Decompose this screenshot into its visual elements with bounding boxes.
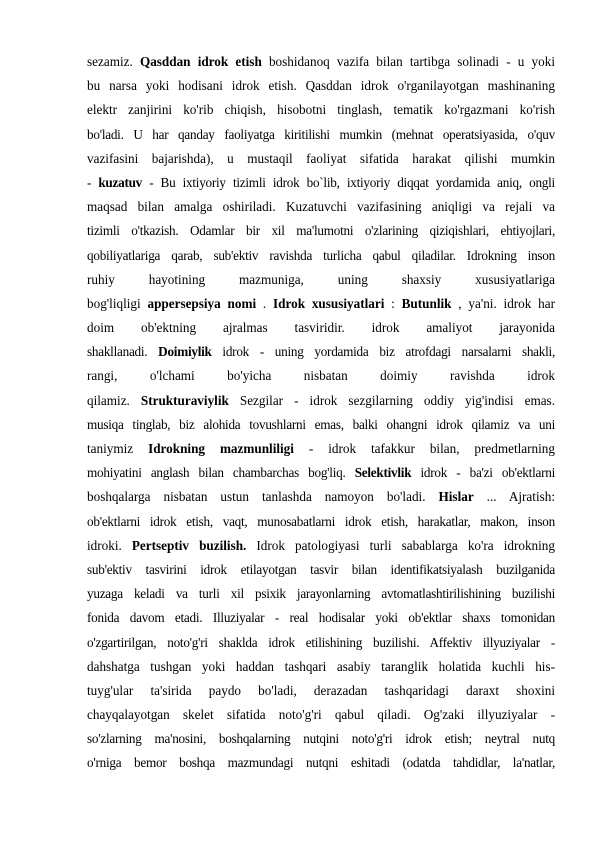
text-line: taniymiz Idrokning mazmunliligi - idrok tafakkur bilan, predmetlarning <box>87 441 555 456</box>
text-line: sub'ektiv tasvirini idrok etilayotgan tasvir bilan identifikatsiyalash buzilganida <box>87 561 555 577</box>
term-appersepsiya-nomi: appersepsiya nomi <box>147 295 257 311</box>
text-line: fonida davom etadi. Illuziyalar - real hodisalar yoki ob'ektlar shaxs tomonidan <box>87 610 555 626</box>
text-line: bog'liqligi appersepsiya nomi . Idrok xususiyatlari : Butunlik , ya'ni. idrok har <box>87 295 555 311</box>
term-doimiylik: Doimiylik <box>158 344 212 360</box>
document-page <box>87 50 555 776</box>
term-strukturaviylik: Strukturaviylik <box>140 392 229 408</box>
term-butunlik: Butunlik <box>401 295 452 311</box>
text-line: tizimli o'tkazish. Odamlar bir xil ma'lumotni o'zlarining qiziqishlari, ehtiyojlari, <box>87 223 555 239</box>
term-qasddan-idrok-etish: Qasddan idrok etish <box>139 54 262 69</box>
text-line: o'zgartirilgan, noto'g'ri shaklda idrok etilishining buzilishi. Affektiv illyuziyalar - <box>87 634 555 650</box>
term-idrok-xususiyatlari: Idrok xususiyatlari <box>273 295 385 311</box>
text-line: sezamiz. Qasddan idrok etish boshidanoq vazifa bilan tartibga solinadi - u yoki <box>87 54 555 69</box>
text-line: vazifasini bajarishda), u mustaqil faoliyat sifatida harakat qilishi mumkin <box>87 150 555 166</box>
term-hislar: Hislar <box>438 489 474 505</box>
term-selektivlik: Selektivlik <box>354 465 412 481</box>
text-line: so'zlarning ma'nosini, boshqalarning nutqini noto'g'ri idrok etish; neytral nutq <box>87 731 555 747</box>
text-line: ob'ektlarni idrok etish, vaqt, munosabatlarni idrok etish, harakatlar, makon, inson <box>87 513 555 529</box>
text-line: dahshatga tushgan yoki haddan tashqari asabiy taranglik holatida kuchli his- <box>87 658 555 674</box>
text-line: bo'ladi. U har qanday faoliyatga kiritilishi mumkin (mehnat operatsiyasida, o'quv <box>87 126 555 142</box>
text-line: bu narsa yoki hodisani idrok etish. Qasddan idrok o'rganilayotgan mashinaning <box>87 78 555 94</box>
text-line: o'rniga bemor boshqa mazmundagi nutqni eshitadi (odatda tahdidlar, la'natlar, <box>87 755 555 771</box>
text-line: idroki. Pertseptiv buzilish. Idrok patologiyasi turli sabablarga ko'ra idrokning <box>87 537 555 553</box>
text-line: ruhiy hayotining mazmuniga, uning shaxsiy xususiyatlariga <box>87 271 555 287</box>
text-line: qilamiz. Strukturaviylik Sezgilar - idrok sezgilarning oddiy yig'indisi emas. <box>87 392 555 408</box>
text-line: mohiyatini anglash bilan chambarchas bog'liq. Selektivlik idrok - ba'zi ob'ektlarni <box>87 465 555 481</box>
text-line: - kuzatuv - Bu ixtiyoriy tizimli idrok bo`lib, ixtiyoriy diqqat yordamida aniq, ongli <box>87 174 555 190</box>
text-line: elektr zanjirini ko'rib chiqish, hisobotni tinglash, tematik ko'rgazmani ko'rish <box>87 102 555 118</box>
text-line: boshqalarga nisbatan ustun tanlashda namoyon bo'ladi. Hislar ... Ajratish: <box>87 489 555 505</box>
term-pertseptiv-buzilish: Pertseptiv buzilish. <box>131 537 247 553</box>
term-idrokning-mazmunliligi: Idrokning mazmunliligi <box>148 441 294 456</box>
text-line: maqsad bilan amalga oshiriladi. Kuzatuvchi vazifasining aniqligi va rejali va <box>87 199 555 215</box>
text-line: doim ob'ektning ajralmas tasviridir. idrok amaliyot jarayonida <box>87 320 555 336</box>
term-kuzatuv: kuzatuv <box>98 174 143 190</box>
text-line: tuyg'ular ta'sirida paydo bo'ladi, derazadan tashqaridagi daraxt shoxini <box>87 682 555 698</box>
text-line: rangi, o'lchami bo'yicha nisbatan doimiy ravishda idrok <box>87 368 555 384</box>
text-line: musiqa tinglab, biz alohida tovushlarni emas, balki ohangni idrok qilamiz va uni <box>87 416 555 432</box>
text-line: yuzaga keladi va turli xil psixik jarayonlarning avtomatlashtirilishining buzilishi <box>87 586 555 602</box>
text-line: chayqalayotgan skelet sifatida noto'g'ri qabul qiladi. Og'zaki illyuziyalar - <box>87 707 555 723</box>
text-line: qobiliyatlariga qarab, sub'ektiv ravishda turlicha qabul qiladilar. Idrokning inson <box>87 247 555 263</box>
text-line: shakllanadi. Doimiylik idrok - uning yordamida biz atrofdagi narsalarni shakli, <box>87 344 555 360</box>
